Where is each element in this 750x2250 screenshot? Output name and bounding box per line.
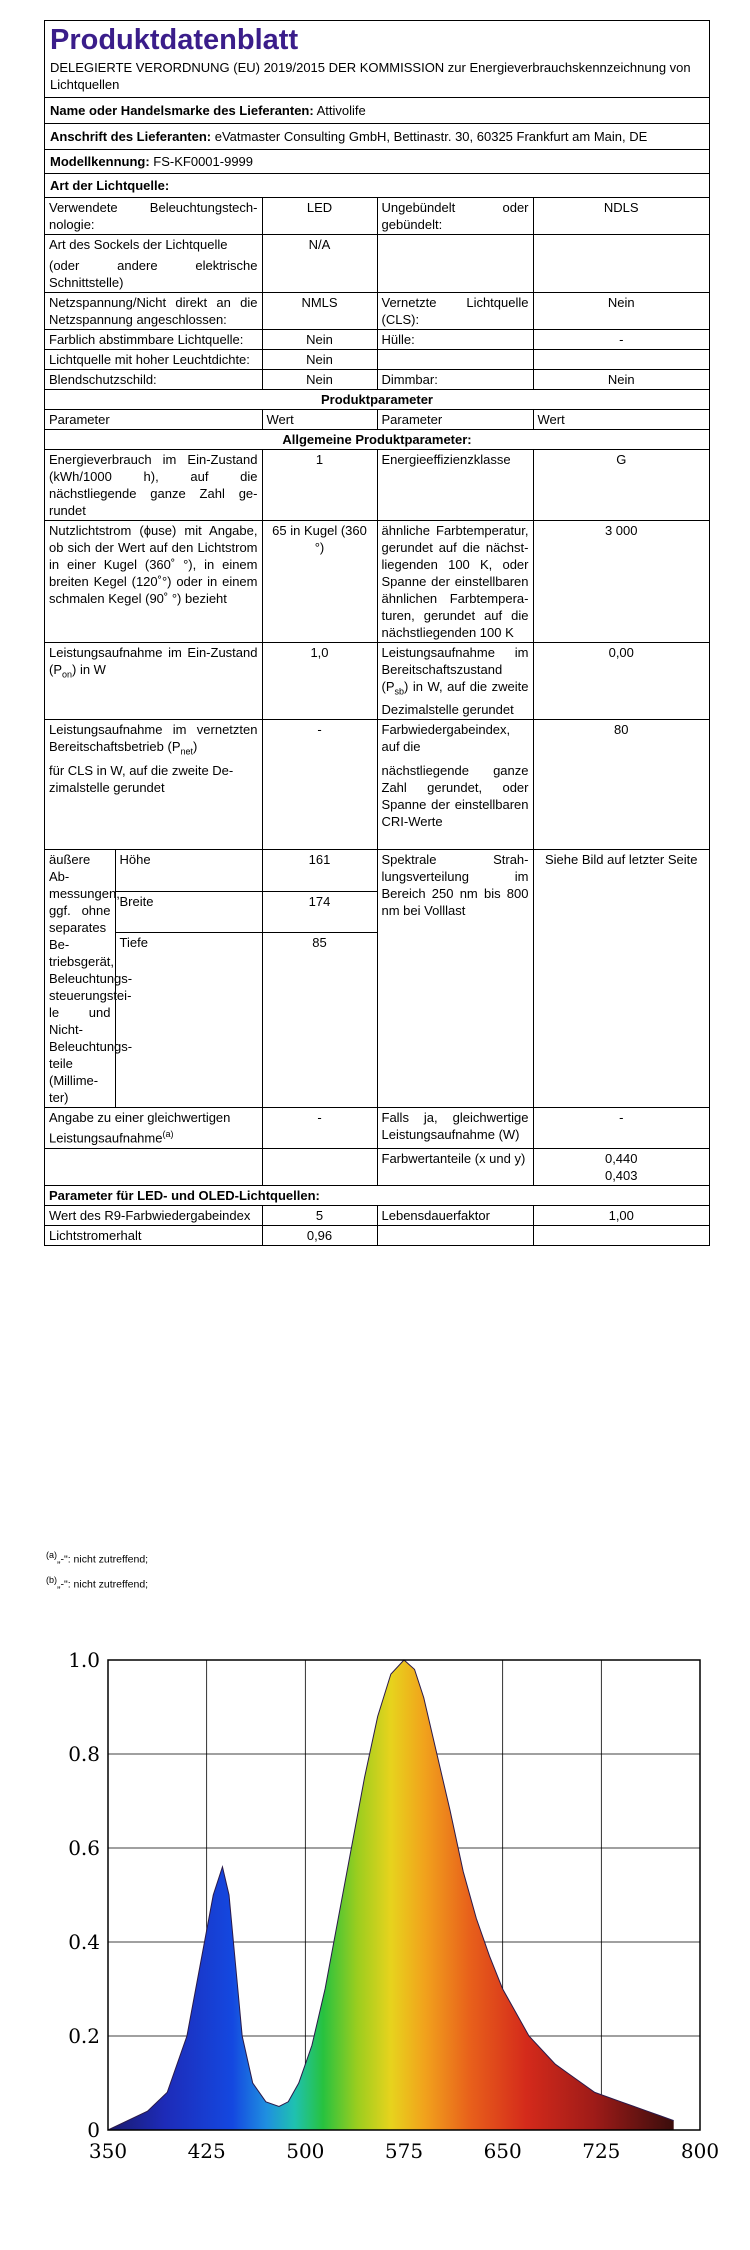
- equiv2-value: -: [533, 1108, 709, 1148]
- table-row: [45, 1185, 709, 1205]
- light-source-table: [45, 198, 709, 761]
- life-label: Lebensdauerfaktor: [377, 1205, 533, 1225]
- empty-cell: [377, 350, 533, 370]
- x-tick-label: 425: [187, 2139, 226, 2163]
- x-tick-label: 500: [286, 2139, 325, 2163]
- focus-label: Ungebündelt oder gebündelt:: [377, 198, 533, 235]
- y-tick-label: 0.2: [68, 2024, 100, 2048]
- empty-cell: [262, 1148, 377, 1185]
- table-row: [45, 370, 709, 390]
- pnet-value: -: [262, 719, 377, 761]
- light-type-heading: Art der Lichtquelle:: [45, 174, 709, 198]
- table-row: [45, 198, 709, 235]
- dims-label: äußere Abmessungen, ggf. ohne separates Betriebsgerät, Beleuchtungssteuerungsteile und Nicht-Beleuchtungsteile (Millimeter): [45, 850, 115, 1108]
- table-row: [45, 850, 709, 892]
- y-tick-label: 0.6: [68, 1836, 100, 1860]
- empty-cell: [533, 761, 709, 850]
- table-row: [45, 643, 709, 720]
- table-row: [45, 235, 709, 293]
- cri-label: Farbwiedergabeindex, auf die: [377, 719, 533, 761]
- general-heading: Allgemeine Produktparameter:: [45, 430, 709, 450]
- dimmable-value: Nein: [533, 370, 709, 390]
- table-row: [45, 350, 709, 370]
- empty-cell: [533, 350, 709, 370]
- model-value: FS-KF0001-9999: [153, 154, 254, 169]
- socket-label: [45, 235, 262, 293]
- table-row: [45, 1225, 709, 1245]
- table-row: [45, 293, 709, 330]
- socket-value: N/A: [262, 235, 377, 293]
- brand-value: Attivolife: [316, 103, 366, 118]
- light-source-table-continued: [45, 761, 709, 1244]
- model-row: [45, 150, 709, 174]
- width-label: Breite: [115, 891, 262, 933]
- empty-cell: [377, 1225, 533, 1245]
- footnotes: [46, 1545, 148, 1594]
- col-param: Parameter: [45, 410, 262, 430]
- y-tick-label: 0: [87, 2118, 100, 2142]
- tech-value: LED: [262, 198, 377, 235]
- focus-value: NDLS: [533, 198, 709, 235]
- col-value-2: Wert: [533, 410, 709, 430]
- cct-label: ähnliche Farbtemperatur, gerundet auf die nächstliegenden 100 K, oder Spanne der einstellbaren ähnlichen Farbtemperaturen, gerundet auf die nächstliegenden 100 K: [377, 521, 533, 643]
- chroma-value: [533, 1148, 709, 1185]
- brand-label: Name oder Handelsmarke des Lieferanten:: [50, 103, 314, 118]
- x-tick-label: 800: [680, 2139, 720, 2163]
- equiv-label: Angabe zu einer gleichwertigen Leistungsaufnahme$^{(a)}$: [45, 1108, 262, 1148]
- empty-cell: [377, 235, 533, 293]
- address-value: eVatmaster Consulting GmbH, Bettinastr. 30, 60325 Frankfurt am Main, DE: [214, 129, 648, 144]
- eclass-label: Energieeffizienzklasse: [377, 450, 533, 521]
- highlum-label: Lichtquelle mit hoher Leuchtdichte:: [45, 350, 262, 370]
- table-row: [45, 330, 709, 350]
- y-tick-label: 0.8: [68, 1742, 100, 1766]
- empty-cell: [262, 761, 377, 850]
- psb-value: 0,00: [533, 643, 709, 720]
- brand-row: [45, 98, 709, 124]
- col-value: Wert: [262, 410, 377, 430]
- chroma-label: Farbwertanteile (x und y): [377, 1148, 533, 1185]
- table-row: [45, 410, 709, 430]
- mains-value: NMLS: [262, 293, 377, 330]
- flux-value: 65 in Kugel (360 °): [262, 521, 377, 643]
- model-label: Modellkennung:: [50, 154, 150, 169]
- table-row: [45, 1148, 709, 1185]
- dimmable-label: Dimmbar:: [377, 370, 533, 390]
- params-heading: Produktparameter: [45, 390, 709, 410]
- glare-label: Blendschutzschild:: [45, 370, 262, 390]
- tunable-label: Farblich abstimmbare Lichtquelle:: [45, 330, 262, 350]
- x-tick-label: 725: [582, 2139, 621, 2163]
- chroma-y: 0,403: [604, 1167, 638, 1183]
- table-row: [45, 1108, 709, 1148]
- pnet-label: Leistungsaufnahme im vernetzten Bereitschaftsbetrieb $(P_{net})$: [45, 719, 262, 761]
- chroma-x: 0,440: [604, 1150, 638, 1166]
- width-value: 174: [262, 891, 377, 933]
- led-heading: Parameter für LED- und OLED-Lichtquellen:: [45, 1185, 709, 1205]
- energy-value: 1: [262, 450, 377, 521]
- maint-value: 0,96: [262, 1225, 377, 1245]
- highlum-value: Nein: [262, 350, 377, 370]
- glare-value: Nein: [262, 370, 377, 390]
- table-row: [45, 719, 709, 761]
- cct-value: 3 000: [533, 521, 709, 643]
- address-label: Anschrift des Lieferanten:: [50, 129, 212, 144]
- table-row: [45, 521, 709, 643]
- table-row: [45, 761, 709, 850]
- life-value: 1,00: [533, 1205, 709, 1225]
- equiv2-label: Falls ja, gleichwertige Leistungsaufnahme (W): [377, 1108, 533, 1148]
- footnote-a: $^{(a)}$„-": nicht zutreffend;: [46, 1550, 149, 1566]
- x-tick-label: 350: [88, 2139, 128, 2163]
- depth-label: Tiefe: [115, 933, 262, 1108]
- spd-label: Spektrale Strahlungsverteilung im Bereich 250 nm bis 800 nm bei Volllast: [377, 850, 533, 1108]
- psb-label: Leistungsaufnahme im Bereitschaftszustand $(P_{sb})$ in W, auf die zweite Dezimalstelle gerundet: [377, 643, 533, 720]
- envelope-label: Hülle:: [377, 330, 533, 350]
- cls-value: Nein: [533, 293, 709, 330]
- envelope-value: -: [533, 330, 709, 350]
- empty-cell: [533, 235, 709, 293]
- regulation-text: DELEGIERTE VERORDNUNG (EU) 2019/2015 DER KOMMISSION zur Energieverbrauchskennzeichnung von Lichtquellen: [45, 57, 709, 98]
- equiv-value: -: [262, 1108, 377, 1148]
- pon-label: Leistungsaufnahme im Ein-Zustand $(P_{on})$ in W: [45, 643, 262, 720]
- tunable-value: Nein: [262, 330, 377, 350]
- pon-value: 1,0: [262, 643, 377, 720]
- cri-label-continued: nächstliegende ganze Zahl gerundet, oder Spanne der einstellbaren CRI-Werte: [377, 761, 533, 850]
- spectrum-area: [108, 1660, 674, 2130]
- cri-value: 80: [533, 719, 709, 761]
- y-tick-label: 1.0: [68, 1648, 100, 1672]
- r9-label: Wert des R9-Farbwiedergabeindex: [45, 1205, 262, 1225]
- height-value: 161: [262, 850, 377, 892]
- col-param-2: Parameter: [377, 410, 533, 430]
- tech-label: Verwendete Beleuchtungstechnologie:: [45, 198, 262, 235]
- energy-label: Energieverbrauch im Ein-Zustand (kWh/1000 h), auf die nächstliegende ganze Zahl gerundet: [45, 450, 262, 521]
- socket-label-line1: Art des Sockels der Lichtquelle: [49, 237, 228, 252]
- flux-label: Nutzlichtstrom (ϕuse) mit Angabe, ob sich der Wert auf den Lichtstrom in einer Kugel (360˚ °), in einem breiten Kegel (120˚°) oder in einem schmalen Kegel (90˚ °) bezieht: [45, 521, 262, 643]
- spd-value: Siehe Bild auf letzter Seite: [533, 850, 709, 1108]
- table-row: [45, 390, 709, 410]
- x-tick-label: 575: [384, 2139, 424, 2163]
- eclass-value: G: [533, 450, 709, 521]
- r9-value: 5: [262, 1205, 377, 1225]
- table-row: [45, 1205, 709, 1225]
- pnet-label-continued: für CLS in W, auf die zweite Dezimalstelle gerundet: [45, 761, 262, 850]
- spectrum-chart: [0, 1630, 750, 2230]
- sheet-title: Produktdatenblatt: [50, 24, 299, 56]
- cls-label: Vernetzte Lichtquelle (CLS):: [377, 293, 533, 330]
- socket-label-line2: (oder andere elektrische Schnittstelle): [49, 258, 258, 290]
- empty-cell: [45, 1148, 262, 1185]
- address-row: [45, 124, 709, 150]
- table-row: [45, 450, 709, 521]
- mains-label: Netzspannung/Nicht direkt an die Netzspannung angeschlossen:: [45, 293, 262, 330]
- table-row: [45, 430, 709, 450]
- maint-label: Lichtstromerhalt: [45, 1225, 262, 1245]
- footnote-b: $^{(b)}$„-": nicht zutreffend;: [46, 1574, 149, 1590]
- y-tick-label: 0.4: [68, 1930, 100, 1954]
- empty-cell: [533, 1225, 709, 1245]
- x-tick-label: 650: [483, 2139, 522, 2163]
- product-data-sheet: [44, 20, 710, 1246]
- depth-value: 85: [262, 933, 377, 1108]
- height-label: Höhe: [115, 850, 262, 892]
